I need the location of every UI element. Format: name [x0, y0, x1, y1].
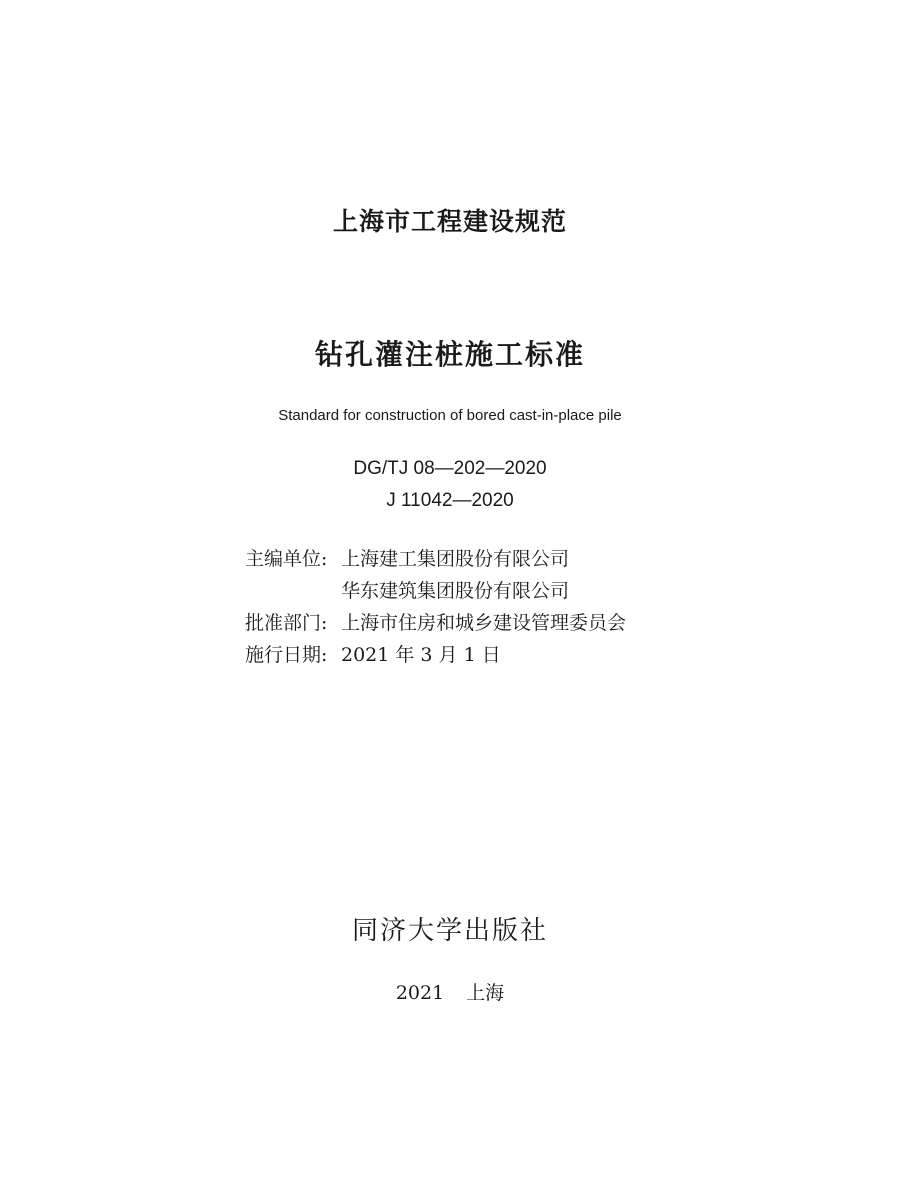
standard-title: 钻孔灌注桩施工标准	[314, 338, 585, 371]
record-code: J 11042—2020	[386, 490, 514, 511]
approver-label: 批准部门:	[245, 611, 328, 634]
publication-info	[245, 541, 626, 669]
approver-row	[245, 605, 626, 637]
effective-date-row	[245, 637, 626, 669]
standard-code: DG/TJ 08—202—2020	[353, 458, 547, 479]
editor-row-2	[245, 573, 626, 605]
imprint	[0, 978, 900, 1005]
editor-label: 主编单位:	[245, 547, 328, 570]
editor-unit-2: 华东建筑集团股份有限公司	[341, 579, 570, 602]
editor-row	[245, 541, 626, 573]
effective-date: 2021 年 3 月 1 日	[341, 643, 501, 666]
series-title: 上海市工程建设规范	[332, 207, 567, 236]
approver-department: 上海市住房和城乡建设管理委员会	[341, 611, 627, 634]
editor-unit-1: 上海建工集团股份有限公司	[341, 547, 570, 570]
english-subtitle: Standard for construction of bored cast-in-place pile	[278, 407, 622, 424]
imprint-year: 2021	[395, 982, 445, 1004]
publisher-name: 同济大学出版社	[351, 916, 548, 946]
imprint-city: 上海	[466, 982, 505, 1004]
effective-date-label: 施行日期:	[245, 643, 328, 666]
